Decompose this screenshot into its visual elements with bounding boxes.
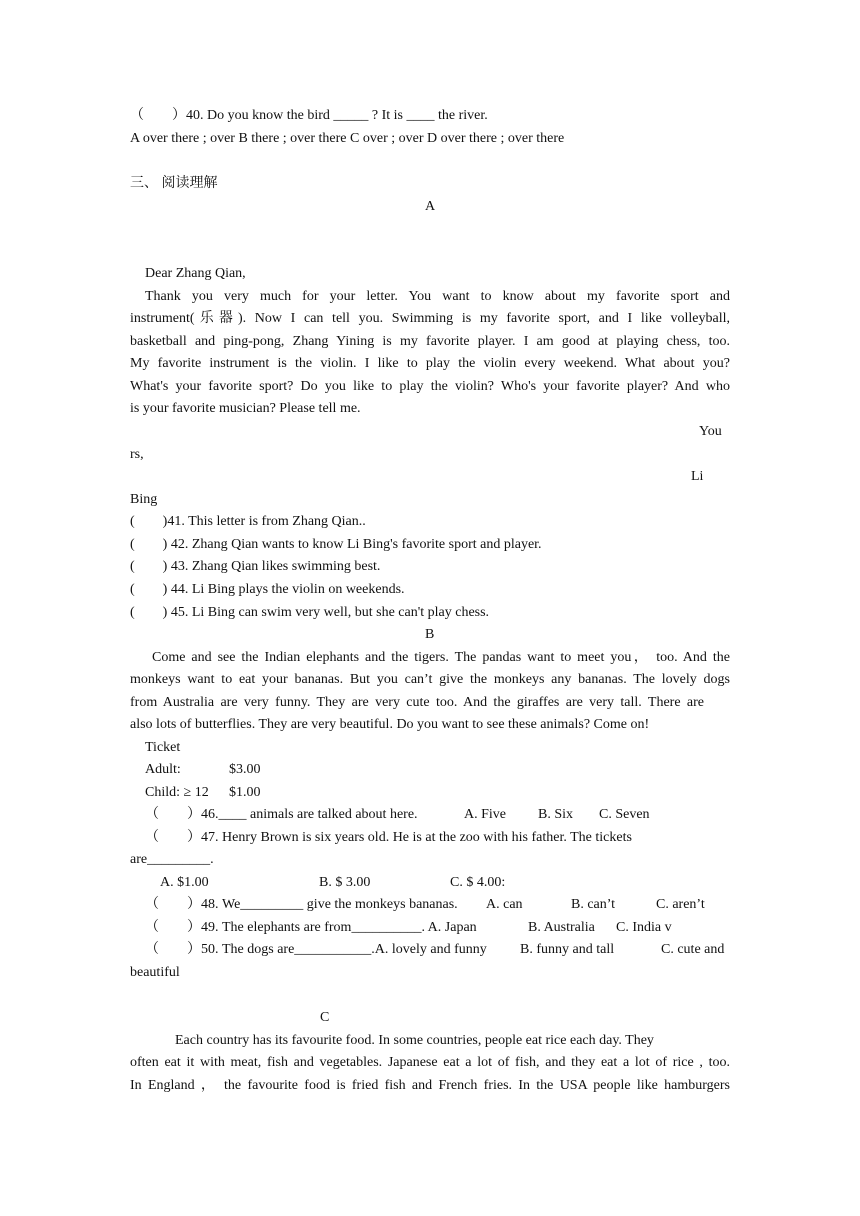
question-48-option-c: C. aren’t (656, 897, 705, 912)
ticket-adult-label: Adult: (145, 762, 181, 777)
question-45: ( ) 45. Li Bing can swim very well, but she can't play chess. (130, 605, 490, 620)
question-49-option-b: B. Australia (528, 920, 595, 935)
letter-signature-cont: Bing (130, 492, 158, 507)
passage-b-line: also lots of butterflies. They are very beautiful. Do you want to see these animals? Come on! (130, 717, 650, 732)
passage-b-line: Come and see the Indian elephants and the tigers. The pandas want to meet you， too. And the (152, 650, 730, 665)
letter-body-line: Thank you very much for your letter. You want to know about my favorite sport and (145, 289, 730, 304)
passage-b-label: B (425, 627, 435, 642)
letter-body-line: instrument(乐器). Now I can tell you. Swimming is my favorite sport, and I like volleyball, (130, 311, 730, 326)
question-44: ( ) 44. Li Bing plays the violin on weekends. (130, 582, 405, 597)
question-50-option-b: B. funny and tall (520, 942, 615, 957)
passage-b-line: monkeys want to eat your bananas. But you can’t give the monkeys any bananas. The lovely dogs (130, 672, 730, 687)
passage-c-label: C (320, 1010, 330, 1025)
question-47-option-c: C. $ 4.00: (450, 875, 506, 890)
letter-closing-cont: rs, (130, 447, 144, 462)
letter-signature: Li (691, 469, 704, 484)
question-47-option-a: A. $1.00 (160, 875, 209, 890)
question-47-option-b: B. $ 3.00 (319, 875, 371, 890)
letter-salutation: Dear Zhang Qian, (145, 266, 246, 281)
passage-c-line: In England ， the favourite food is fried fish and French fries. In the USA people like hamburgers (130, 1078, 730, 1093)
question-46-option-b: B. Six (538, 807, 574, 822)
question-48-option-a: A. can (486, 897, 523, 912)
passage-b-line: from Australia are very funny. They are very cute too. And the giraffes are very tall. There are (130, 695, 704, 710)
letter-closing: You (699, 424, 722, 439)
ticket-child-price: $1.00 (229, 785, 261, 800)
question-40-stem: （ ）40. Do you know the bird _____ ? It is ____ the river. (130, 108, 488, 123)
passage-c-line: Each country has its favourite food. In some countries, people eat rice each day. They (175, 1033, 654, 1048)
question-50-stem: （ ）50. The dogs are___________.A. lovely and funny (145, 942, 487, 957)
ticket-title: Ticket (145, 740, 181, 755)
letter-body-line: is your favorite musician? Please tell me. (130, 401, 361, 416)
letter-body-line: basketball and ping-pong, Zhang Yining is my favorite player. I am good at playing chess, too. (130, 334, 730, 349)
question-49-option-c: C. India v (616, 920, 672, 935)
question-49-stem: （ ）49. The elephants are from__________. A. Japan (145, 920, 477, 935)
letter-body-line: What's your favorite sport? Do you like to play the violin? Who's your favorite player? And who (130, 379, 730, 394)
question-46-option-c: C. Seven (599, 807, 650, 822)
letter-body-line: My favorite instrument is the violin. I like to play the violin every weekend. What about you? (130, 356, 730, 371)
section-heading: 三、 阅读理解 (130, 176, 218, 191)
question-50-option-c: C. cute and (661, 942, 725, 957)
question-46-option-a: A. Five (464, 807, 506, 822)
question-47-stem: （ ）47. Henry Brown is six years old. He is at the zoo with his father. The tickets (145, 830, 632, 845)
question-41: ( )41. This letter is from Zhang Qian.. (130, 514, 366, 529)
ticket-child-label: Child: ≥ 12 (145, 785, 209, 800)
ticket-adult-price: $3.00 (229, 762, 261, 777)
question-47-cont: are_________. (130, 852, 214, 867)
question-50-cont: beautiful (130, 965, 180, 980)
passage-c-line: often eat it with meat, fish and vegetables. Japanese eat a lot of fish, and they eat a lot of rice , too. (130, 1055, 730, 1070)
question-42: ( ) 42. Zhang Qian wants to know Li Bing's favorite sport and player. (130, 537, 542, 552)
question-46-stem: （ ）46.____ animals are talked about here. (145, 807, 418, 822)
passage-a-label: A (424, 199, 436, 214)
question-40-options: A over there ; over B there ; over there C over ; over D over there ; over there (130, 131, 565, 146)
question-48-stem: （ ）48. We_________ give the monkeys bananas. (145, 897, 458, 912)
question-48-option-b: B. can’t (571, 897, 616, 912)
question-43: ( ) 43. Zhang Qian likes swimming best. (130, 559, 381, 574)
